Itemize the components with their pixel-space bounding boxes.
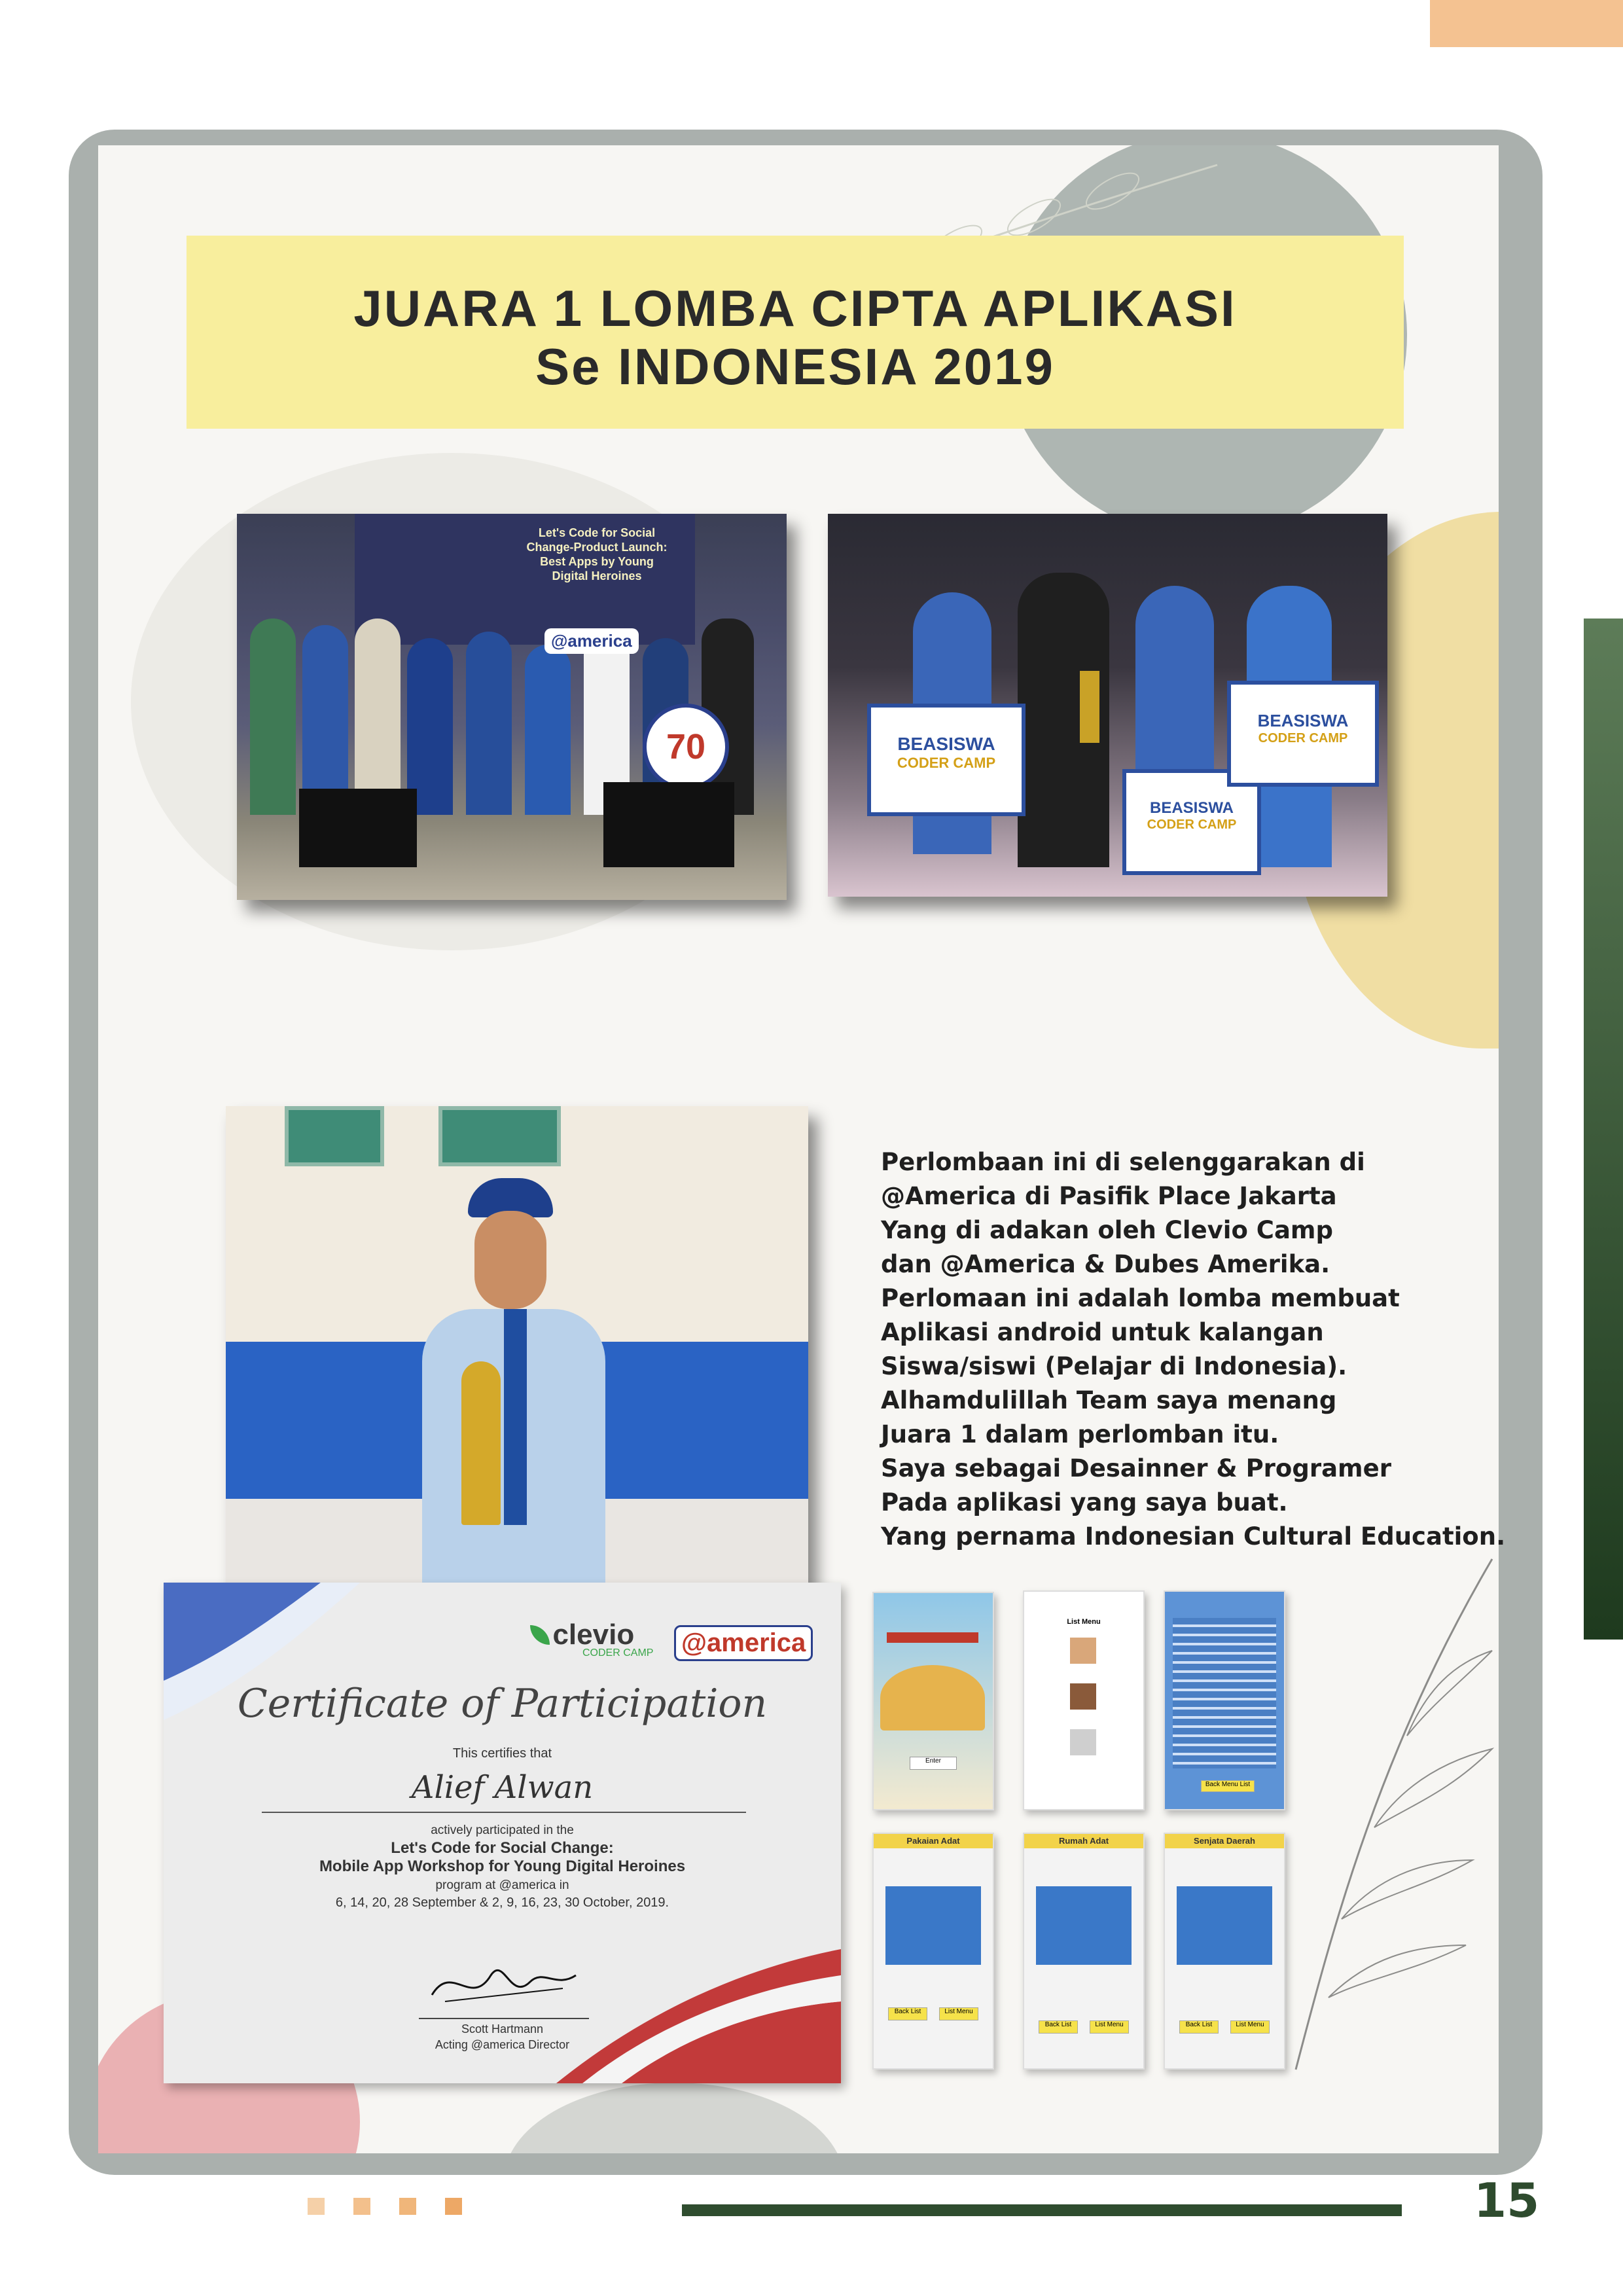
footer-square: [445, 2198, 462, 2215]
certificate-recipient: Alief Alwan: [411, 1769, 594, 1806]
signature-line: [419, 2018, 589, 2019]
back-list-button[interactable]: Back List: [888, 2007, 927, 2020]
screen-list-grid: [1164, 1590, 1285, 1810]
menu-item-rumah[interactable]: [1070, 1683, 1096, 1710]
side-bar: [1584, 619, 1623, 1640]
content-card: [885, 1886, 981, 1965]
menu-item-pakaian[interactable]: [1070, 1638, 1096, 1664]
screen-list-menu: [1023, 1590, 1145, 1810]
corner-tab: [1430, 0, 1623, 47]
certificate-signer: Scott Hartmann: [461, 2022, 544, 2036]
description-line: Juara 1 dalam perlomban itu.: [881, 1420, 1279, 1448]
certificate-line-2: Let's Code for Social Change:: [391, 1839, 614, 1857]
list-menu-button[interactable]: List Menu: [1230, 2020, 1270, 2034]
footer-bar: [682, 2204, 1402, 2216]
screen-header: Pakaian Adat: [874, 1834, 993, 1848]
list-menu-button[interactable]: List Menu: [1090, 2020, 1129, 2034]
footer-square: [399, 2198, 416, 2215]
enter-button[interactable]: Enter: [910, 1757, 957, 1770]
certificate-line-5: 6, 14, 20, 28 September & 2, 9, 16, 23, 30 October, 2019.: [335, 1895, 669, 1910]
list-menu-title: List Menu: [1067, 1618, 1101, 1626]
anniversary-70-logo: 70: [643, 704, 729, 790]
grid-list: [1173, 1618, 1276, 1768]
certificate-line-3: Mobile App Workshop for Young Digital Heroines: [319, 1857, 686, 1875]
recipient-underline: [262, 1812, 746, 1813]
certificate-heading: Certificate of Participation: [237, 1681, 768, 1727]
description-line: Perlomaan ini adalah lomba membuat: [881, 1284, 1400, 1312]
beasiswa-board-center: BEASISWA CODER CAMP: [1122, 769, 1261, 875]
description-line: Siswa/siswi (Pelajar di Indonesia).: [881, 1352, 1347, 1380]
splash-banner: [887, 1632, 978, 1643]
description-paragraph: [881, 1145, 1509, 1554]
certificate-signer-title: Acting @america Director: [435, 2038, 570, 2051]
list-menu-button[interactable]: List Menu: [939, 2007, 978, 2020]
description-line: Yang di adakan oleh Clevio Camp: [881, 1216, 1333, 1244]
screen-header: Senjata Daerah: [1165, 1834, 1284, 1848]
photo-winners: [828, 514, 1387, 897]
window-left: [285, 1106, 384, 1166]
menu-item-senjata[interactable]: [1070, 1729, 1096, 1755]
back-list-button[interactable]: Back List: [1039, 2020, 1078, 2034]
description-line: Yang pernama Indonesian Cultural Education.: [881, 1522, 1506, 1551]
footer-square: [353, 2198, 370, 2215]
speaker-left: [299, 789, 417, 867]
back-menu-list-button[interactable]: Back Menu List: [1201, 1780, 1255, 1792]
screen-splash: [872, 1592, 994, 1810]
title-line-1: JUARA 1 LOMBA CIPTA APLIKASI: [353, 279, 1237, 337]
certificate-photo: [164, 1583, 841, 2083]
america-logo-sign: @america: [544, 628, 639, 654]
title-line-2: Se INDONESIA 2019: [535, 338, 1055, 395]
stage-banner-text: Let's Code for Social Change-Product Launch: Best Apps by Young Digital Heroines: [526, 526, 668, 583]
description-line: Aplikasi android untuk kalangan: [881, 1318, 1324, 1346]
photo-group-stage: [237, 514, 787, 900]
certificate-line-4: program at @america in: [435, 1878, 569, 1892]
screen-pakaian-adat: [872, 1833, 994, 2070]
photo-student-trophy: [226, 1106, 808, 1590]
footer-square: [308, 2198, 325, 2215]
screen-rumah-adat: [1023, 1833, 1145, 2070]
decor-blob-gray-bottom: [504, 2083, 844, 2153]
description-line: @America di Pasifik Place Jakarta: [881, 1182, 1337, 1210]
certificate-certifies: This certifies that: [452, 1746, 552, 1761]
certificate-line-1: actively participated in the: [431, 1823, 574, 1837]
screen-header: Rumah Adat: [1024, 1834, 1143, 1848]
beasiswa-board-left: BEASISWA CODER CAMP: [867, 704, 1026, 816]
speaker-right: [603, 782, 734, 867]
screen-senjata-daerah: [1164, 1833, 1285, 2070]
description-line: Pada aplikasi yang saya buat.: [881, 1488, 1288, 1516]
title-banner: [187, 236, 1404, 429]
splash-illustration: [880, 1665, 985, 1731]
description-line: Alhamdulillah Team saya menang: [881, 1386, 1337, 1414]
description-line: dan @America & Dubes Amerika.: [881, 1250, 1330, 1278]
america-logo: @america: [674, 1625, 813, 1661]
leaf-decoration-right: [1276, 1552, 1499, 2076]
student: [422, 1178, 605, 1590]
page-number: 15: [1474, 2173, 1540, 2228]
back-list-button[interactable]: Back List: [1179, 2020, 1219, 2034]
description-line: Saya sebagai Desainner & Programer: [881, 1454, 1391, 1482]
description-line: Perlombaan ini di selenggarakan di: [881, 1148, 1365, 1176]
clevio-leaf-icon: [530, 1625, 550, 1645]
trophy: [1080, 671, 1099, 743]
beasiswa-board-right: BEASISWA CODER CAMP: [1227, 681, 1379, 787]
content-card: [1036, 1886, 1132, 1965]
window-right: [438, 1106, 561, 1166]
clevio-logo: clevio CODER CAMP: [530, 1619, 653, 1659]
signature: [425, 1949, 582, 2015]
content-card: [1177, 1886, 1272, 1965]
